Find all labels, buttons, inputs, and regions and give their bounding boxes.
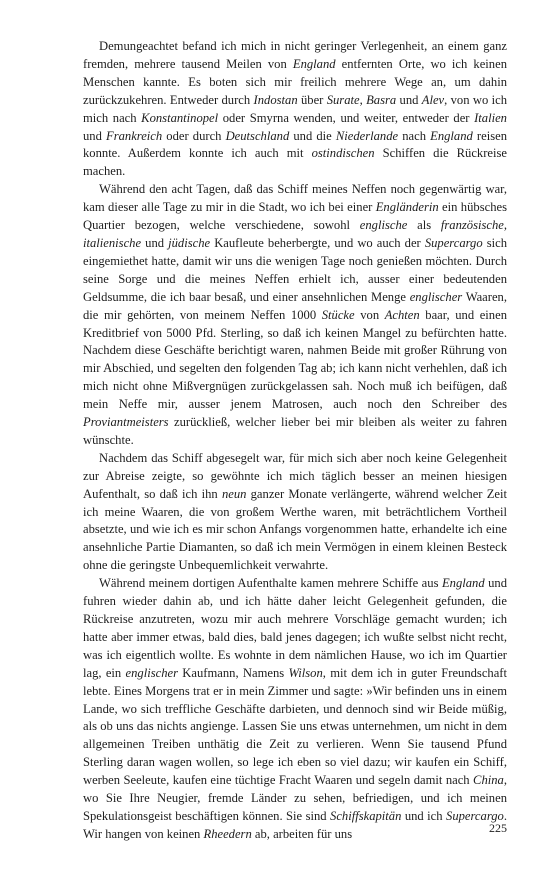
text-run: Schiffen die Rückreise machen. [83,146,507,179]
text-run: oder durch [162,128,226,143]
italic-text: Alev [421,92,445,107]
italic-text: Stücke [321,307,355,322]
text-run: Während den acht Tagen, daß das Schiff meines Neffen noch gegenwärtig war, kam dieser alle Tage zu mir in die Stadt, wo ich bei einer [83,182,507,215]
text-run: . Wir hangen von keinen [83,808,507,841]
text-run: reisen konnte. Außerdem konnte ich auch mit [83,128,507,161]
text-run: und [141,235,169,250]
italic-text: Achten [384,307,420,322]
text-run: von [354,307,385,322]
text-run: über [297,92,327,107]
page-number: 225 [489,821,507,835]
italic-text: Frankreich [106,128,163,143]
book-page-text [83,38,507,844]
italic-text: England [430,128,473,143]
text-run: , von wo ich mich nach [83,92,508,125]
italic-text: englische [359,218,408,233]
text-run: Nachdem das Schiff abgesegelt war, für mich sich aber noch keine Gelegenheit zur Abreise zeigte, so gewöhnte ich mich täglich besser an meinen hiesigen Aufenthalt, so daß ich ihn [83,450,507,501]
text-run: und fuhren wieder dahin ab, und ich hätte daher leicht Gelegenheit gefunden, die Rückreise anzutreten, wozu mir auch mehrere Vorschläge gemacht wurden; ich hatte aber immer etwas, bald dies, bald jenes dagegen; ich wußte selbst nicht recht, was ich eigentlich wollte. Es wohnte in dem nämlichen Hause, wo ich im Quartier lag, ein [83,576,508,680]
italic-text: englischer [125,665,178,680]
italic-text: Proviantmeisters [83,415,169,430]
italic-text: Italien [474,110,507,125]
italic-text: jüdische [168,235,211,250]
italic-text: Wilson [288,665,323,680]
italic-text: englischer [409,289,463,304]
italic-text: Rheedern [203,826,252,841]
italic-text: neun [221,486,247,501]
text-run: baar, und einen Kreditbrief von 5000 Pfd. Sterling, so daß ich keinen Mangel zu befürchten hatte. Nachdem diese Geschäfte berichtigt waren, nahmen Beide mit großer Rührung von mir Abschied, und segelten den folgenden Tag ab; ich kann nicht verhehlen, daß ich mich nicht ohne Mißvergnügen zurückgelassen sah. Noch muß ich beifügen, daß mein Neffe mir, ausser jenem Matrosen, auch noch den Schreiber des [83,307,507,412]
text-run: und die [289,128,336,143]
italic-text: England [292,56,336,71]
text-run: zurückließ, welcher lieber bei mir bleiben als weiter zu fahren wünschte. [83,415,507,447]
text-run: Waaren, die mir gehörten, von meinem Neffen 1000 [83,289,507,322]
italic-text: China [473,773,504,788]
text-run: ganzer Monate verlängerte, während welcher Zeit ich meine Waaren, die von großem Werthe waren, mit beträchtlichem Vortheil absetzte, und wie ich es mir schon Anfangs vorgenommen hatte, erhandelte ich eine ansehnliche Partie Diamanten, so daß ich mein Vermögen in einem kleinen Besteck ohne die geringste Unbequemlichkeit verwahrte. [83,486,507,573]
paragraph [83,38,507,181]
text-run: , wo Sie Ihre Neugier, fremde Länder zu sehen, befriedigen, und ich meinen Spekulationsgeist beschäftigen können. Sie sind [83,773,507,823]
text-run: Während meinem dortigen Aufenthalte kamen mehrere Schiffe aus [99,576,442,591]
text-run: sich eingemiethet hatte, damit wir uns die wenigen Tage noch genießen möchten. Durch seine Sorge und die meines Neffen erhielt ich, ausser einer bedeutenden Geldsumme, die ich baar besaß, und einer ansehnlichen Menge [83,235,508,304]
text-run: Kaufmann, Namens [178,665,289,680]
italic-text: Supercargo [424,235,483,250]
text-run: und ich [401,808,447,823]
italic-text: Engländerin [375,200,439,215]
paragraph [83,181,507,450]
text-run: oder Smyrna wenden, und weiter, entweder der [218,110,475,125]
paragraph [83,575,507,844]
text-run: Kaufleute beherbergte, und wo auch der [210,235,425,250]
italic-text: Konstantinopel [141,110,219,125]
paragraph [83,450,507,575]
italic-text: Supercargo [446,808,504,823]
italic-text: französische, italienische [83,218,507,250]
italic-text: ostindischen [311,146,375,161]
italic-text: Indostan [253,92,298,107]
text-run: ab, arbeiten für uns [251,826,353,841]
text-run: als [407,218,441,233]
italic-text: Niederlande [335,128,399,143]
text-run: Demungeachtet befand ich mich in nicht geringer Verlegenheit, an einem ganz fremden, mehrere tausend Meilen von [83,39,507,71]
text-run: ein hübsches Quartier bezogen, welche verschiedene, sowohl [83,200,507,233]
text-run: nach [398,128,431,143]
italic-text: Surate, Basra [326,92,397,107]
text-run: und [396,92,422,107]
italic-text: Schiffskapitän [330,808,402,823]
text-run: und [83,128,106,143]
italic-text: England [441,576,485,591]
text-run: entfernten Orte, wo ich keinen Menschen kannte. Es boten sich mir freilich mehrere Wege an, um dahin zurückzukehren. Entweder durch [83,56,507,107]
italic-text: Deutschland [225,128,290,143]
text-run: , mit dem ich in guter Freundschaft lebte. Eines Morgens trat er in mein Zimmer und sagte: »Wir befinden uns in einem Lande, wo sich treffliche Geschäfte darbieten, und dennoch sind wir Beide müßig, als ob uns das nichts angienge. Lassen Sie uns etwas unternehmen, um nicht in dem allgemeinen Treiben unthätig die Zeit zu verlieren. Wenn Sie tausend Pfund Sterling daran wagen wollen, so lege ich eben so viel dazu; wir kaufen ein Schiff, werben Seeleute, kaufen eine tüchtige Fracht Waaren und segeln damit nach [83,665,507,788]
